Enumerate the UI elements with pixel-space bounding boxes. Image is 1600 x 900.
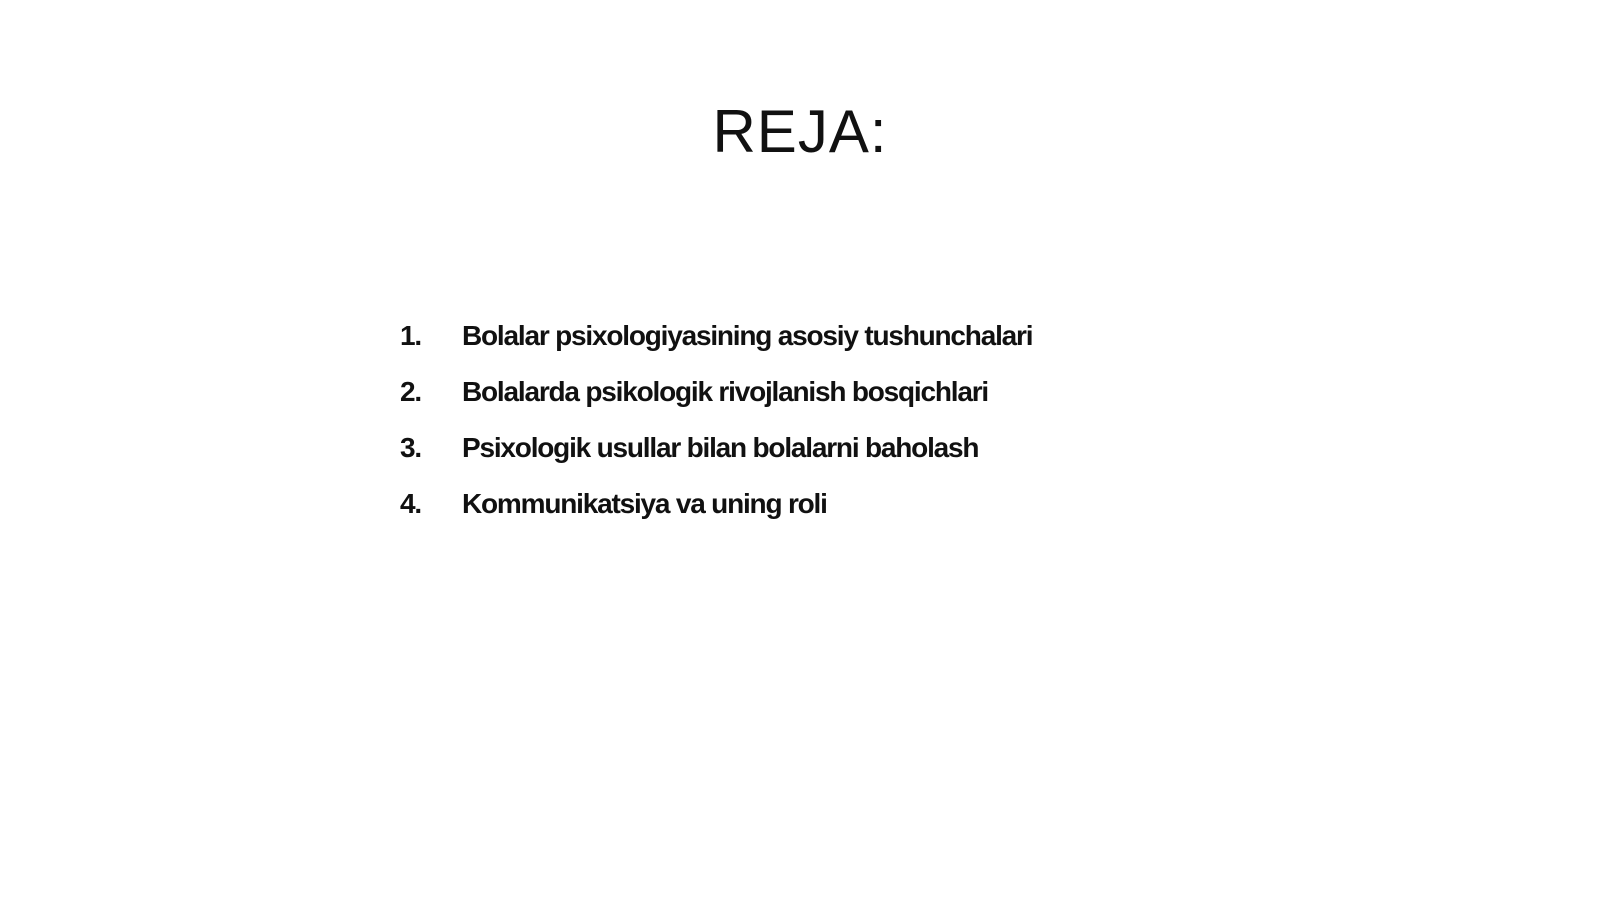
- plan-list: [400, 318, 1032, 542]
- list-item-number: 3.: [400, 432, 421, 463]
- list-item-number: 1.: [400, 320, 421, 351]
- list-item-text: Kommunikatsiya va uning roli: [462, 488, 827, 519]
- list-item: [400, 486, 1032, 542]
- list-item-text: Bolalarda psikologik rivojlanish bosqichlari: [462, 376, 989, 407]
- list-item-text: Bolalar psixologiyasining asosiy tushunchalari: [462, 320, 1033, 351]
- list-item-number: 2.: [400, 376, 421, 407]
- list-item-number: 4.: [400, 488, 421, 519]
- slide-title: REJA:: [712, 98, 888, 165]
- list-item: [400, 430, 1032, 486]
- list-item: [400, 374, 1032, 430]
- list-item: [400, 318, 1032, 374]
- list-item-text: Psixologik usullar bilan bolalarni baholash: [462, 432, 979, 463]
